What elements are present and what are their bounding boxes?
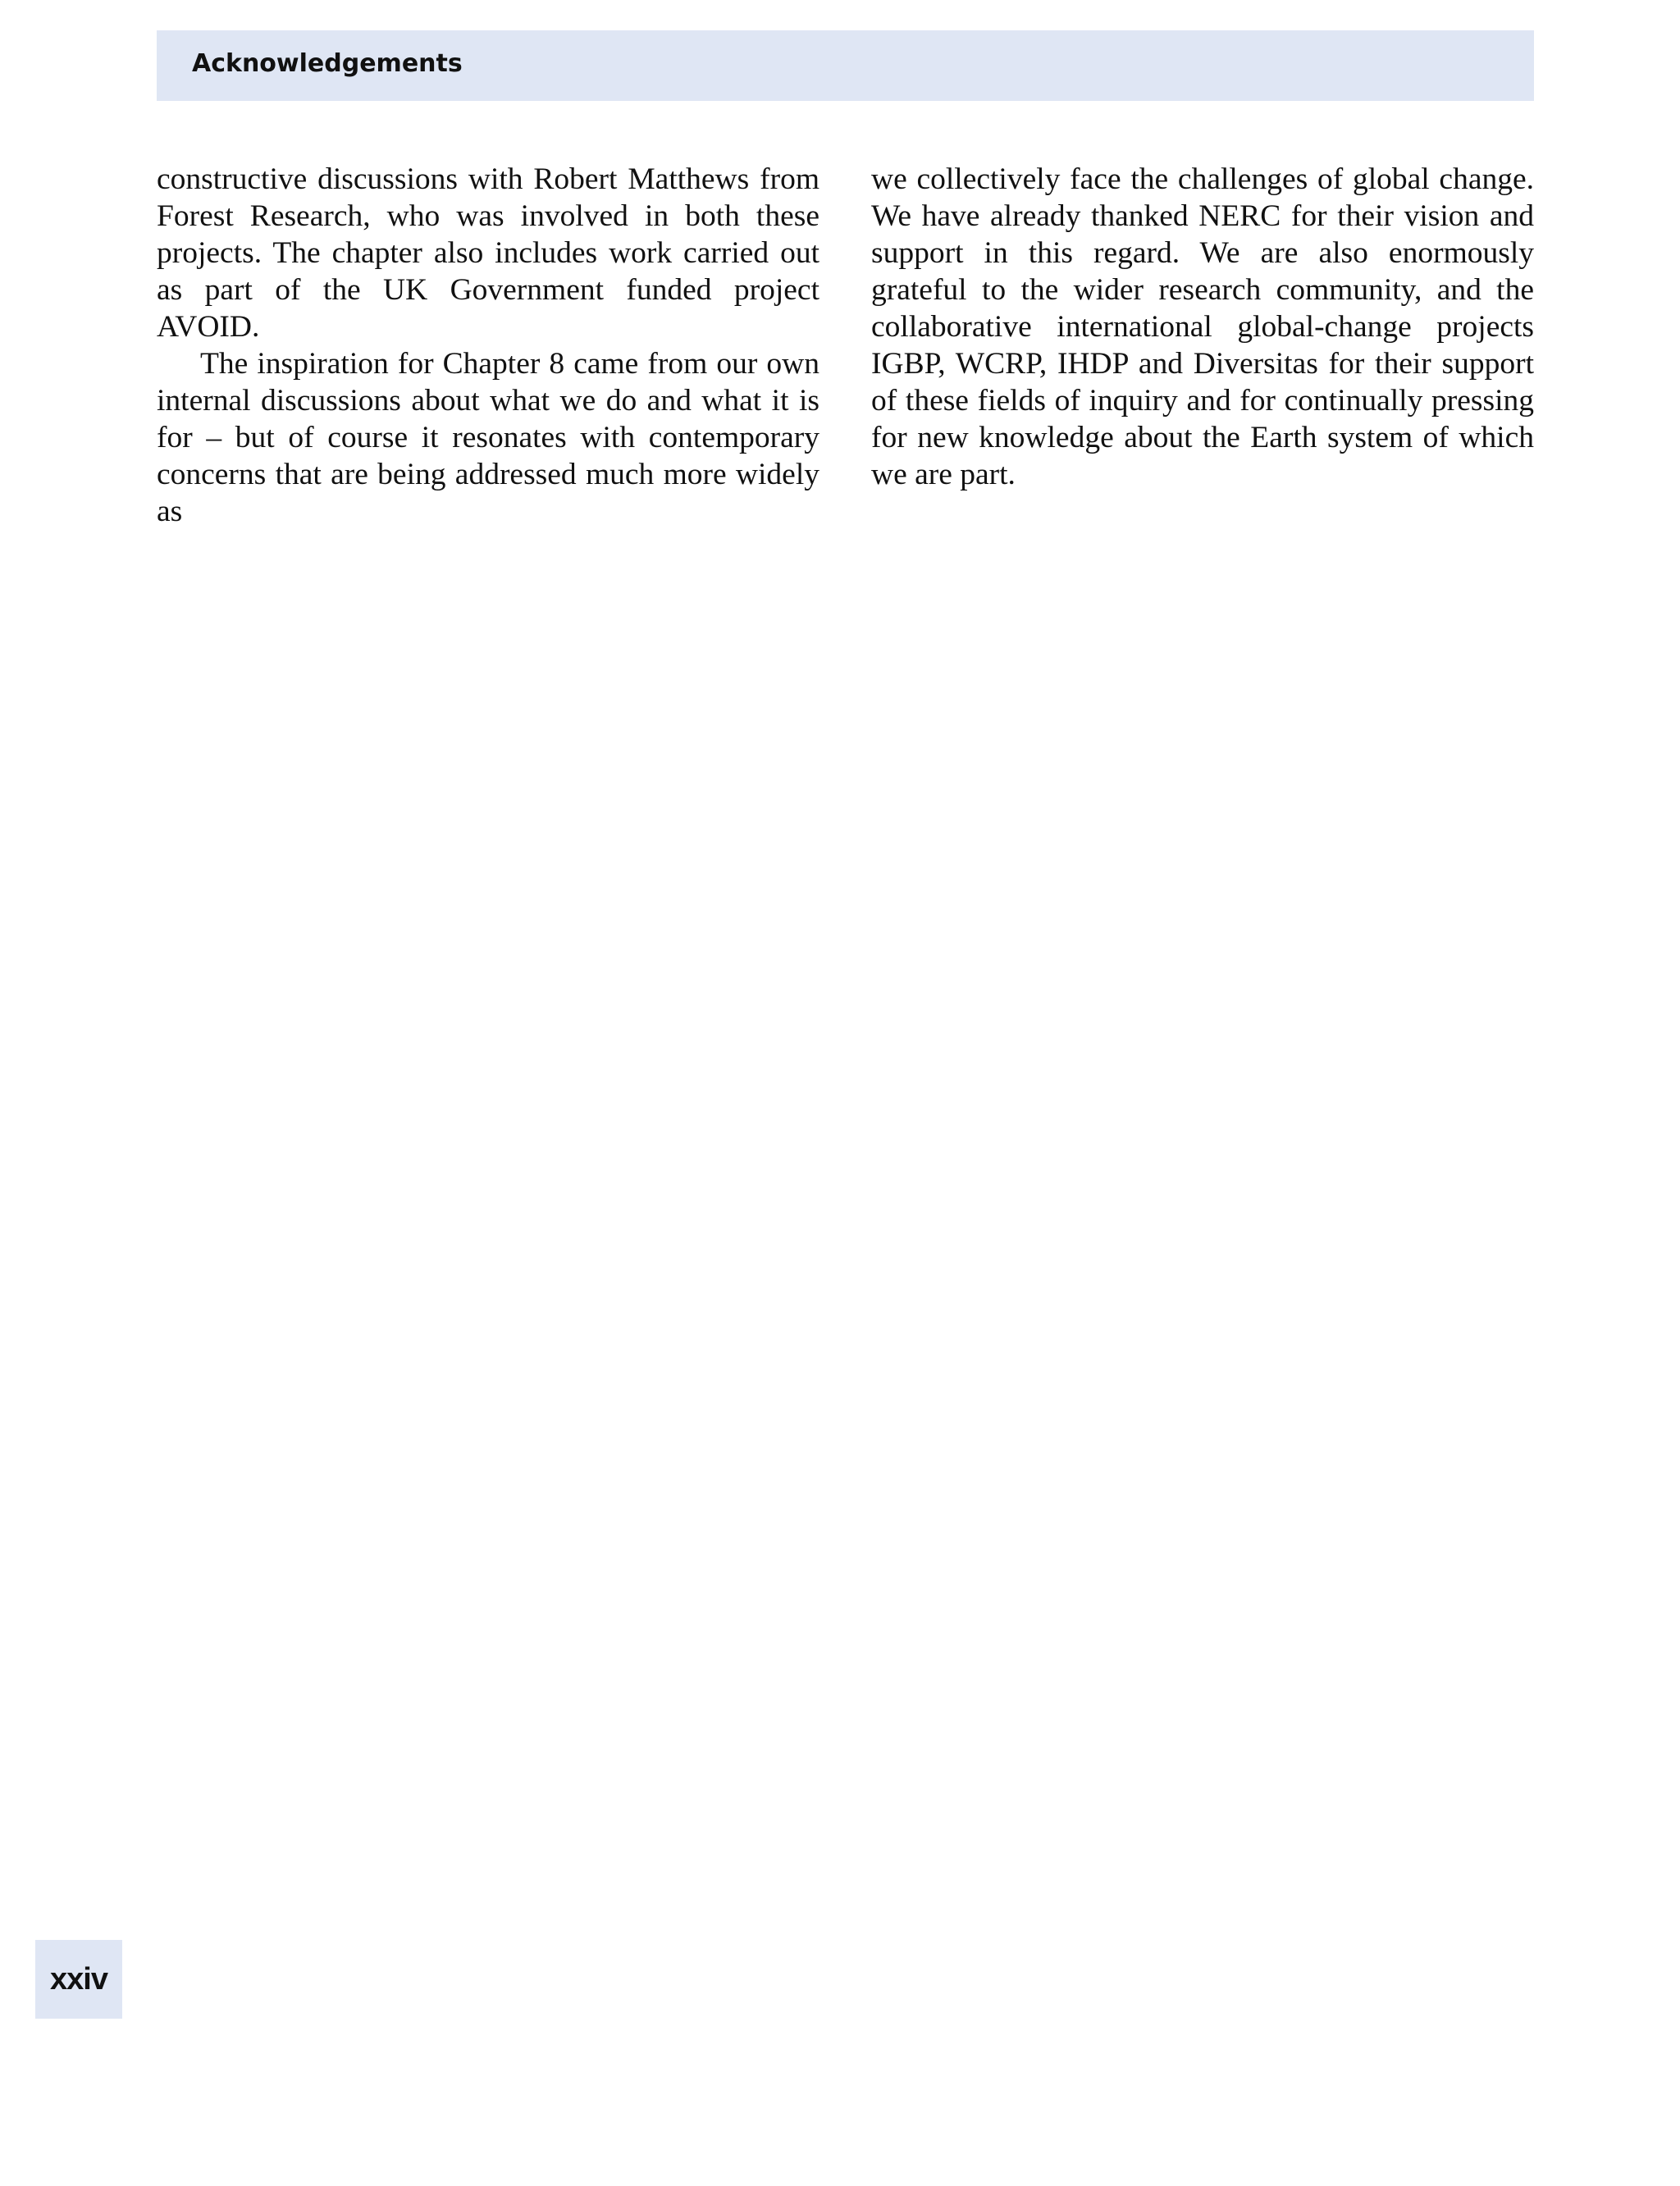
section-title: Acknowledgements (192, 49, 463, 78)
paragraph: The inspiration for Chapter 8 came from our own internal discussions about what we do and what it is for – but of course it resonates with contemporary concerns that are being addressed much more widely as (157, 347, 819, 528)
left-text-column (157, 161, 819, 530)
right-text-column (871, 161, 1534, 493)
page-number-box (35, 1940, 122, 2019)
running-header (157, 30, 1534, 101)
page-number: xxiv (50, 1962, 107, 1997)
paragraph: we collectively face the challenges of global change. We have already thanked NERC for their vision and support in this regard. We are also enormously grateful to the wider research community, and the collaborative international global-change projects IGBP, WCRP, IHDP and Diversitas for their support of these fields of inquiry and for continually pressing for new knowledge about the Earth system of which we are part. (871, 162, 1534, 491)
paragraph: constructive discussions with Robert Matthews from Forest Research, who was involved in both these projects. The chapter also includes work carried out as part of the UK Government funded project AVOID. (157, 162, 819, 344)
